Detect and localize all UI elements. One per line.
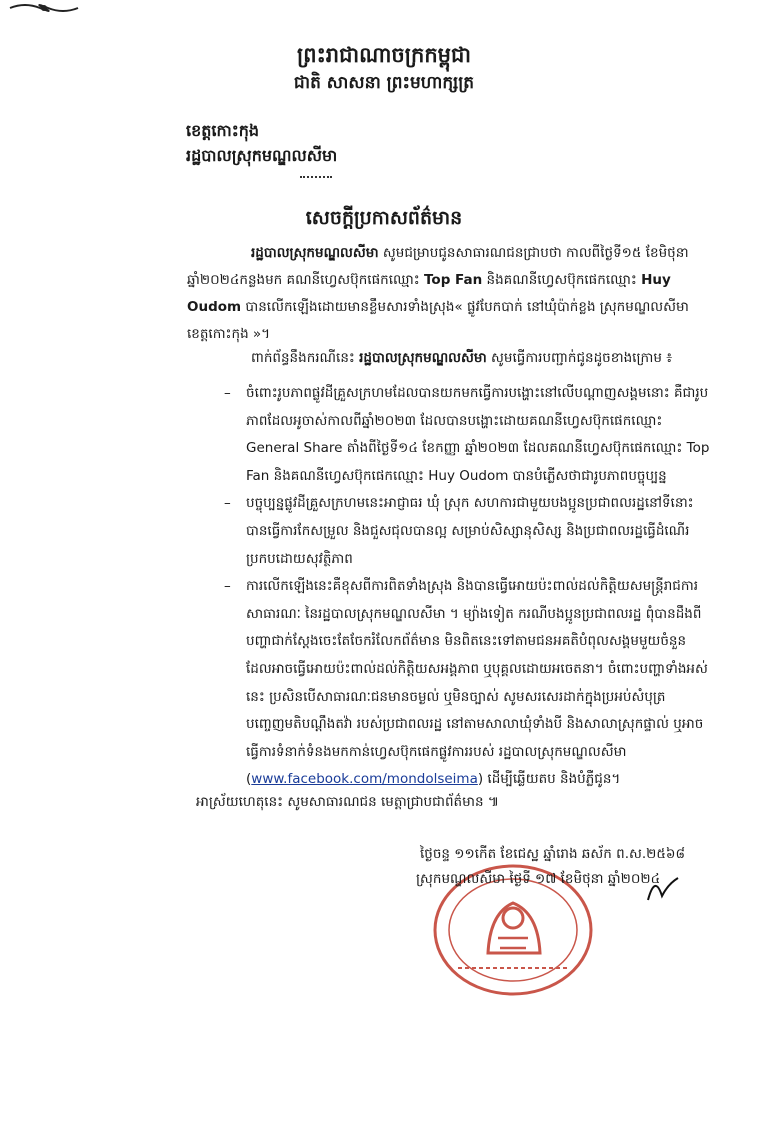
- relation-text-b: សូមធ្វើការបញ្ជាក់ជូនដូចខាងក្រោម ៖: [486, 350, 673, 366]
- intro-paragraph: [187, 240, 707, 348]
- bullet-text-2: បច្ចុប្បន្នផ្លូវដីគ្រួសក្រហមនេះអាជ្ញាធរ ឃុំ ស្រុក សហការជាមួយបងប្អូនប្រជាពលរដ្ឋនៅទីនោះ បានធ្វើការកែសម្រួល និងជួសជុលបានល្អ សម្រាប់សិស្សានុសិស្ស និងប្រជាពលរដ្ឋធ្វើដំណើរប្រកបដោយសុវត្ថិភាព: [246, 495, 694, 567]
- page-name-huy-oudom: Huy Oudom: [187, 272, 671, 315]
- bullet-text-3-tail: ) ដើម្បីឆ្លើយតប និងបំភ្លឺជូន។: [477, 771, 621, 788]
- bullet-text-3: ការលើកឡើងនេះគឺខុសពីការពិតទាំងស្រុង និងបានធ្វើអោយប៉ះពាល់ដល់កិត្តិយសមន្ត្រីរាជការ សាធារណៈ នៃរដ្ឋបាលស្រុកមណ្ឌលសីមា ។ ម្យ៉ាងទៀត ករណីបងប្អូនប្រជាពលរដ្ឋ ពុំបានដឹងពីបញ្ហាជាក់ស្តែងចេះតែចែករំលែកព័ត៌មាន មិនពិតនេះទៅតាមជនអគតិបំពុលសង្គមមួយចំនួន ដែលអាចធ្វើអោយប៉ះពាល់ដល់កិត្តិយសអង្គភាព ឬបុគ្គលដោយអចេតនា។ ចំពោះបញ្ហាទាំងអស់នេះ ប្រសិនបើសាធារណៈជនមានចម្ងល់ ឬមិនច្បាស់ សូមសរសេរដាក់ក្នុងប្រអប់សំបុត្របញ្ចេញមតិបណ្តឹងតវ៉ា របស់ប្រជាពលរដ្ឋ នៅតាមសាលាឃុំទាំងបី និងសាលាស្រុកផ្ទាល់ ឬអាចធ្វើការទំនាក់ទំនងមកកាន់ហ្វេសប៊ុកផេកផ្លូវការរបស់ រដ្ឋបាលស្រុកមណ្ឌលសីមា (: [246, 578, 708, 788]
- list-item: [224, 380, 710, 490]
- list-item: [224, 573, 710, 794]
- clarification-list: [224, 380, 710, 794]
- dotted-divider: [300, 176, 332, 178]
- list-item: [224, 490, 710, 573]
- bullet-dash: –: [224, 385, 231, 401]
- kingdom-heading: ព្រះរាជាណាចក្រកម្ពុជា: [296, 43, 471, 67]
- intro-subject: រដ្ឋបាលស្រុកមណ្ឌលសីមា: [251, 245, 379, 261]
- intro-text-b: និងគណនីហ្វេសប៊ុកផេកឈ្មោះ: [482, 272, 642, 288]
- province-name: ខេត្តកោះកុង: [186, 121, 260, 140]
- bullet-text-1: ចំពោះរូបភាពផ្លូវដីគ្រួសក្រហមដែលបានយកមកធ្វើការបង្ហោះនៅលើបណ្តាញសង្គមនោះ គឺជារូបភាពដែលអូចាស់កាលពីឆ្នាំ២០២៣ ដែលបានបង្ហោះដោយគណនីហ្វេសប៊ុកផេកឈ្មោះ General Share តាំងពីថ្ងៃទី១៤ ខែកញ្ញា ឆ្នាំ២០២៣ ដែលគណនីហ្វេសប៊ុកផេកឈ្មោះ Top Fan និងគណនីហ្វេសប៊ុកផេកឈ្មោះ Huy Oudom បានបំភ្លើសថាជារូបភាពបច្ចុប្បន្ន: [246, 385, 710, 484]
- bullet-dash: –: [224, 578, 231, 595]
- place-and-date: ស្រុកមណ្ឌលសីមា ថ្ងៃទី ១៧ ខែមិថុនា ឆ្នាំ២០២៤: [416, 871, 661, 887]
- document-title: សេចក្តីប្រកាសព័ត៌មាន: [305, 207, 463, 229]
- lunar-date: ថ្ងៃចន្ទ ១១កើត ខែជេស្ឋ ឆ្នាំរោង ឆស័ក ព.ស.២៥៦៨: [420, 846, 686, 862]
- intro-text-a: សូមជម្រាបជូនសាធារណជនជ្រាបថា កាលពីថ្ងៃទី១៥ ខែមិថុនា ឆ្នាំ២០២៤កន្លងមក គណនីហ្វេសប៊ុកផេកឈ្មោះ: [187, 245, 689, 288]
- national-motto: ជាតិ សាសនា ព្រះមហាក្សត្រ: [293, 73, 475, 93]
- relation-subject: រដ្ឋបាលស្រុកមណ្ឌលសីមា: [359, 350, 487, 366]
- facebook-page-link[interactable]: www.facebook.com/mondolseima: [251, 771, 478, 788]
- relation-paragraph: [187, 345, 707, 372]
- bullet-dash: –: [224, 495, 231, 512]
- page-name-top-fan: Top Fan: [424, 272, 483, 288]
- ornament-divider: [0, 1, 88, 15]
- conclusion-text: អាស្រ័យហេតុនេះ សូមសាធារណជន មេត្តាជ្រាបជាព័ត៌មាន ៕: [196, 794, 500, 810]
- intro-text-c: បានលើកឡើងដោយមានខ្លឹមសារទាំងស្រុង« ផ្លូវបែកបាក់ នៅឃុំប៉ាក់ខ្លង ស្រុកមណ្ឌលសីមា ខេត្តកោះកុង »។: [187, 299, 689, 342]
- administration-name: រដ្ឋបាលស្រុកមណ្ឌលសីមា: [186, 146, 338, 165]
- signature: [540, 866, 690, 906]
- relation-text-a: ពាក់ព័ន្ធនឹងករណីនេះ: [251, 350, 360, 366]
